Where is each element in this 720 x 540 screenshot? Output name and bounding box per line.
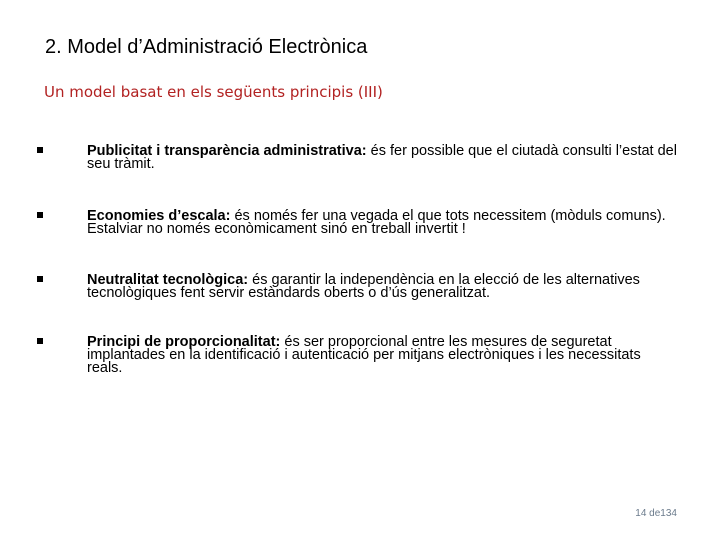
square-bullet-icon bbox=[37, 147, 43, 153]
slide-subtitle: Un model basat en els següents principis (III) bbox=[44, 83, 383, 101]
bullet-item-publicitat bbox=[37, 145, 677, 171]
bullet-term: Neutralitat tecnològica: bbox=[87, 272, 253, 288]
bullet-item-economies bbox=[37, 210, 677, 236]
bullet-item-proporcionalitat bbox=[37, 336, 677, 375]
page-number: 14 de134 bbox=[635, 508, 677, 519]
bullet-term: Economies d’escala: bbox=[87, 208, 235, 224]
bullet-item-neutralitat bbox=[37, 274, 677, 300]
bullet-text: és garantir la independència en la elecció de les alternatives tecnològiques fent servir estàndards oberts o d’ús generalitzat. bbox=[87, 272, 640, 301]
bullet-text: és ser proporcional entre les mesures de seguretat implantades en la identificació i autenticació per mitjans electròniques i les necessitats reals. bbox=[87, 334, 641, 376]
bullet-list bbox=[37, 145, 677, 414]
square-bullet-icon bbox=[37, 276, 43, 282]
slide-title: 2. Model d’Administració Electrònica bbox=[45, 36, 368, 58]
square-bullet-icon bbox=[37, 338, 43, 344]
square-bullet-icon bbox=[37, 212, 43, 218]
bullet-text: és fer possible que el ciutadà consulti l’estat del seu tràmit. bbox=[87, 143, 677, 172]
bullet-text: és només fer una vegada el que tots necessitem (mòduls comuns). Estalviar no només econòmicament sinó en treball invertit ! bbox=[87, 208, 666, 237]
bullet-term: Publicitat i transparència administrativa: bbox=[87, 143, 371, 159]
bullet-term: Principi de proporcionalitat: bbox=[87, 334, 285, 350]
